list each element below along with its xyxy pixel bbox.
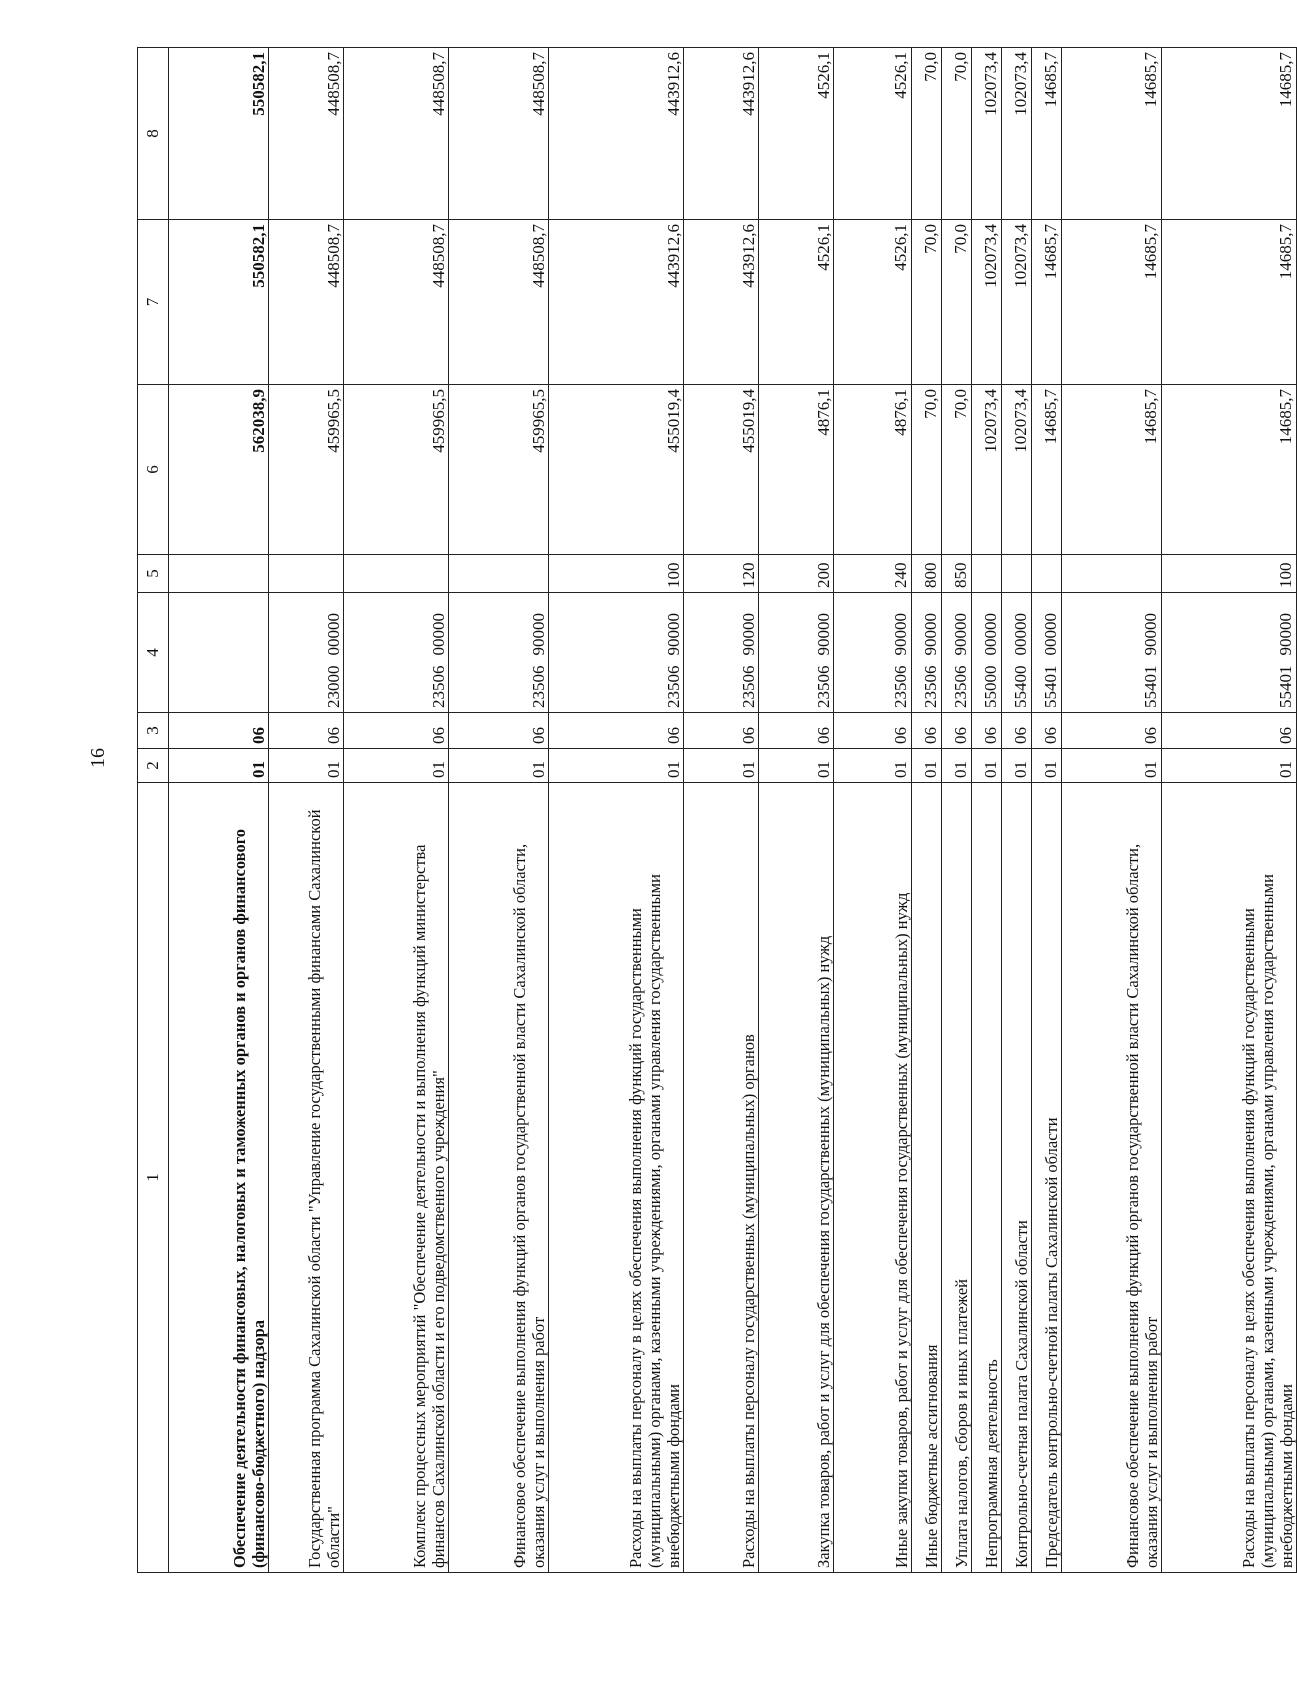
target-article-part-2: 90000 bbox=[921, 613, 941, 656]
row-name-cell: Расходы на выплаты персоналу государственных (муниципальных) органов bbox=[684, 783, 759, 1573]
target-article-part-2: 90000 bbox=[1141, 613, 1161, 656]
subsection-code-cell: 06 bbox=[971, 713, 1001, 749]
header-cell: 3 bbox=[138, 713, 169, 749]
section-code-cell: 01 bbox=[344, 749, 449, 783]
amount-col7-cell: 550582,1 bbox=[169, 220, 269, 385]
section-code-cell: 01 bbox=[1061, 749, 1161, 783]
table-row bbox=[971, 48, 1001, 1573]
header-row bbox=[138, 48, 169, 1573]
section-code-cell: 01 bbox=[759, 749, 834, 783]
amount-col6-cell: 562038,9 bbox=[169, 385, 269, 555]
row-name-cell: Уплата налогов, сборов и иных платежей bbox=[941, 783, 971, 1573]
amount-col8-cell: 14685,7 bbox=[1161, 48, 1296, 220]
amount-col8-cell: 102073,4 bbox=[971, 48, 1001, 220]
amount-col7-cell: 4526,1 bbox=[759, 220, 834, 385]
target-article-part-2: 00000 bbox=[323, 613, 343, 656]
amount-col6-cell: 459965,5 bbox=[269, 385, 344, 555]
target-article-cell bbox=[549, 593, 684, 713]
subsection-code-cell: 06 bbox=[1031, 713, 1061, 749]
expense-type-cell: 240 bbox=[834, 555, 912, 593]
amount-col8-cell: 448508,7 bbox=[449, 48, 549, 220]
row-name-cell: Контрольно-счетная палата Сахалинской области bbox=[1001, 783, 1031, 1573]
amount-col7-cell: 102073,4 bbox=[971, 220, 1001, 385]
amount-col8-cell: 14685,7 bbox=[1061, 48, 1161, 220]
amount-col7-cell: 14685,7 bbox=[1061, 220, 1161, 385]
header-cell: 5 bbox=[138, 555, 169, 593]
section-code-cell: 01 bbox=[169, 749, 269, 783]
subsection-code-cell: 06 bbox=[684, 713, 759, 749]
amount-col6-cell: 459965,5 bbox=[449, 385, 549, 555]
target-article-part-2: 90000 bbox=[528, 613, 548, 656]
amount-col8-cell: 102073,4 bbox=[1001, 48, 1031, 220]
amount-col7-cell: 14685,7 bbox=[1031, 220, 1061, 385]
row-name-cell: Финансовое обеспечение выполнения функций органов государственной власти Сахалинской области, оказания услуг и выполнения работ bbox=[1061, 783, 1161, 1573]
target-article-part-1: 55401 bbox=[1141, 665, 1161, 708]
target-article-part-1: 23000 bbox=[323, 665, 343, 708]
subsection-code-cell: 06 bbox=[344, 713, 449, 749]
amount-col7-cell: 448508,7 bbox=[344, 220, 449, 385]
amount-col6-cell: 14685,7 bbox=[1061, 385, 1161, 555]
row-name-cell: Закупка товаров, работ и услуг для обеспечения государственных (муниципальных) нужд bbox=[759, 783, 834, 1573]
target-article-part-1: 23506 bbox=[663, 665, 683, 708]
target-article-part-2: 90000 bbox=[891, 613, 911, 656]
header-cell: 7 bbox=[138, 220, 169, 385]
target-article-part-2: 00000 bbox=[1011, 613, 1031, 656]
target-article-part-2: 90000 bbox=[738, 613, 758, 656]
section-code-cell: 01 bbox=[941, 749, 971, 783]
target-article-cell bbox=[834, 593, 912, 713]
table-row bbox=[684, 48, 759, 1573]
amount-col7-cell: 443912,6 bbox=[684, 220, 759, 385]
amount-col7-cell: 443912,6 bbox=[549, 220, 684, 385]
row-name-cell: Непрограммная деятельность bbox=[971, 783, 1001, 1573]
row-name-cell: Иные бюджетные ассигнования bbox=[911, 783, 941, 1573]
section-code-cell: 01 bbox=[269, 749, 344, 783]
amount-col8-cell: 448508,7 bbox=[344, 48, 449, 220]
table-row bbox=[1031, 48, 1061, 1573]
target-article-part-2: 90000 bbox=[951, 613, 971, 656]
amount-col6-cell: 4876,1 bbox=[759, 385, 834, 555]
expense-type-cell: 800 bbox=[911, 555, 941, 593]
subsection-code-cell: 06 bbox=[1161, 713, 1296, 749]
amount-col7-cell: 448508,7 bbox=[269, 220, 344, 385]
row-name-cell: Финансовое обеспечение выполнения функций органов государственной власти Сахалинской области, оказания услуг и выполнения работ bbox=[449, 783, 549, 1573]
expense-type-cell bbox=[269, 555, 344, 593]
target-article-cell bbox=[1031, 593, 1061, 713]
target-article-part-1: 23506 bbox=[951, 665, 971, 708]
header-cell: 2 bbox=[138, 749, 169, 783]
amount-col6-cell: 102073,4 bbox=[971, 385, 1001, 555]
table-row bbox=[549, 48, 684, 1573]
amount-col8-cell: 14685,7 bbox=[1031, 48, 1061, 220]
row-name-cell: Расходы на выплаты персоналу в целях обеспечения выполнения функций государственными (муниципальными) органами, казенными учреждениями, органами управления государственными внебюджетными фондами bbox=[549, 783, 684, 1573]
amount-col7-cell: 448508,7 bbox=[449, 220, 549, 385]
amount-col8-cell: 70,0 bbox=[941, 48, 971, 220]
amount-col6-cell: 70,0 bbox=[911, 385, 941, 555]
table-row bbox=[269, 48, 344, 1573]
subsection-code-cell: 06 bbox=[1001, 713, 1031, 749]
target-article-cell bbox=[759, 593, 834, 713]
target-article-cell bbox=[1061, 593, 1161, 713]
header-cell: 1 bbox=[138, 783, 169, 1573]
expense-type-cell bbox=[971, 555, 1001, 593]
target-article-cell bbox=[344, 593, 449, 713]
target-article-part-1: 55400 bbox=[1011, 665, 1031, 708]
target-article-part-1: 23506 bbox=[428, 665, 448, 708]
target-article-cell bbox=[911, 593, 941, 713]
row-name-cell: Иные закупки товаров, работ и услуг для обеспечения государственных (муниципальных) нужд bbox=[834, 783, 912, 1573]
amount-col6-cell: 4876,1 bbox=[834, 385, 912, 555]
budget-table-body bbox=[138, 48, 1297, 1573]
row-name-cell: Расходы на выплаты персоналу в целях обеспечения выполнения функций государственными (муниципальными) органами, казенными учреждениями, органами управления государственными внебюджетными фондами bbox=[1161, 783, 1296, 1573]
section-code-cell: 01 bbox=[684, 749, 759, 783]
target-article-cell bbox=[971, 593, 1001, 713]
target-article-part-1: 55000 bbox=[981, 665, 1001, 708]
target-article-part-1: 23506 bbox=[921, 665, 941, 708]
section-code-cell: 01 bbox=[449, 749, 549, 783]
budget-table-container bbox=[137, 48, 1297, 1573]
subsection-code-cell: 06 bbox=[941, 713, 971, 749]
amount-col8-cell: 443912,6 bbox=[684, 48, 759, 220]
target-article-part-2: 90000 bbox=[813, 613, 833, 656]
table-row bbox=[941, 48, 971, 1573]
amount-col6-cell: 455019,4 bbox=[684, 385, 759, 555]
table-row bbox=[344, 48, 449, 1573]
amount-col8-cell: 70,0 bbox=[911, 48, 941, 220]
header-cell: 4 bbox=[138, 593, 169, 713]
row-name-cell: Комплекс процессных мероприятий "Обеспечение деятельности и выполнения функций министерства финансов Сахалинской области и его подведомственного учреждения" bbox=[344, 783, 449, 1573]
subsection-code-cell: 06 bbox=[911, 713, 941, 749]
amount-col6-cell: 455019,4 bbox=[549, 385, 684, 555]
expense-type-cell: 100 bbox=[549, 555, 684, 593]
target-article-part-2: 90000 bbox=[663, 613, 683, 656]
amount-col8-cell: 550582,1 bbox=[169, 48, 269, 220]
table-row bbox=[1161, 48, 1296, 1573]
table-row bbox=[1061, 48, 1161, 1573]
table-row bbox=[169, 48, 269, 1573]
section-code-cell: 01 bbox=[1001, 749, 1031, 783]
row-name-cell: Обеспечение деятельности финансовых, налоговых и таможенных органов и органов финансового (финансово-бюджетного) надзора bbox=[169, 783, 269, 1573]
amount-col6-cell: 459965,5 bbox=[344, 385, 449, 555]
target-article-cell bbox=[449, 593, 549, 713]
subsection-code-cell: 06 bbox=[269, 713, 344, 749]
amount-col7-cell: 14685,7 bbox=[1161, 220, 1296, 385]
section-code-cell: 01 bbox=[834, 749, 912, 783]
header-cell: 6 bbox=[138, 385, 169, 555]
section-code-cell: 01 bbox=[971, 749, 1001, 783]
budget-table bbox=[137, 47, 1297, 1573]
target-article-part-1: 23506 bbox=[528, 665, 548, 708]
expense-type-cell bbox=[449, 555, 549, 593]
table-row bbox=[911, 48, 941, 1573]
target-article-part-1: 55401 bbox=[1276, 665, 1296, 708]
expense-type-cell: 100 bbox=[1161, 555, 1296, 593]
amount-col8-cell: 443912,6 bbox=[549, 48, 684, 220]
subsection-code-cell: 06 bbox=[549, 713, 684, 749]
expense-type-cell: 120 bbox=[684, 555, 759, 593]
target-article-cell bbox=[1161, 593, 1296, 713]
expense-type-cell bbox=[1001, 555, 1031, 593]
target-article-part-1: 55401 bbox=[1041, 665, 1061, 708]
expense-type-cell bbox=[1061, 555, 1161, 593]
table-row bbox=[449, 48, 549, 1573]
target-article-part-1: 23506 bbox=[738, 665, 758, 708]
expense-type-cell: 200 bbox=[759, 555, 834, 593]
target-article-part-1: 23506 bbox=[891, 665, 911, 708]
subsection-code-cell: 06 bbox=[834, 713, 912, 749]
row-name-cell: Государственная программа Сахалинской области "Управление государственными финансами Сахалинской области" bbox=[269, 783, 344, 1573]
target-article-part-2: 90000 bbox=[1276, 613, 1296, 656]
subsection-code-cell: 06 bbox=[449, 713, 549, 749]
amount-col7-cell: 70,0 bbox=[941, 220, 971, 385]
section-code-cell: 01 bbox=[549, 749, 684, 783]
table-row bbox=[834, 48, 912, 1573]
subsection-code-cell: 06 bbox=[1061, 713, 1161, 749]
target-article-cell bbox=[269, 593, 344, 713]
target-article-part-1: 23506 bbox=[813, 665, 833, 708]
expense-type-cell bbox=[169, 555, 269, 593]
target-article-cell bbox=[169, 593, 269, 713]
section-code-cell: 01 bbox=[1031, 749, 1061, 783]
subsection-code-cell: 06 bbox=[759, 713, 834, 749]
target-article-part-2: 00000 bbox=[428, 613, 448, 656]
table-row bbox=[1001, 48, 1031, 1573]
section-code-cell: 01 bbox=[1161, 749, 1296, 783]
amount-col7-cell: 102073,4 bbox=[1001, 220, 1031, 385]
amount-col6-cell: 14685,7 bbox=[1161, 385, 1296, 555]
subsection-code-cell: 06 bbox=[169, 713, 269, 749]
target-article-cell bbox=[684, 593, 759, 713]
table-row bbox=[759, 48, 834, 1573]
target-article-cell bbox=[941, 593, 971, 713]
amount-col8-cell: 448508,7 bbox=[269, 48, 344, 220]
amount-col6-cell: 102073,4 bbox=[1001, 385, 1031, 555]
amount-col8-cell: 4526,1 bbox=[759, 48, 834, 220]
amount-col7-cell: 70,0 bbox=[911, 220, 941, 385]
section-code-cell: 01 bbox=[911, 749, 941, 783]
page-number: 16 bbox=[87, 748, 109, 768]
expense-type-cell bbox=[1031, 555, 1061, 593]
amount-col6-cell: 70,0 bbox=[941, 385, 971, 555]
expense-type-cell bbox=[344, 555, 449, 593]
amount-col8-cell: 4526,1 bbox=[834, 48, 912, 220]
amount-col6-cell: 14685,7 bbox=[1031, 385, 1061, 555]
expense-type-cell: 850 bbox=[941, 555, 971, 593]
row-name-cell: Председатель контрольно-счетной палаты Сахалинской области bbox=[1031, 783, 1061, 1573]
amount-col7-cell: 4526,1 bbox=[834, 220, 912, 385]
target-article-cell bbox=[1001, 593, 1031, 713]
target-article-part-2: 00000 bbox=[981, 613, 1001, 656]
header-cell: 8 bbox=[138, 48, 169, 220]
target-article-part-2: 00000 bbox=[1041, 613, 1061, 656]
